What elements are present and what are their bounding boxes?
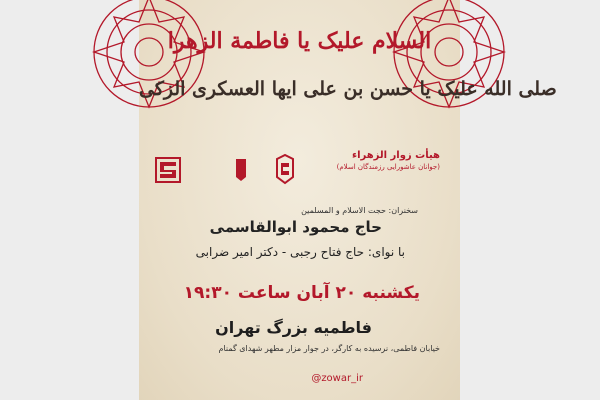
org-block [337,150,440,171]
social-handle: @zowar_ir [311,373,363,384]
speaker-name: حاج محمود ابوالقاسمی [209,218,382,236]
flag-logo-icon [234,159,248,181]
org-name: هیأت زوار الزهراء [351,150,440,161]
speaker-label: سخنران: حجت الاسلام و المسلمین [301,206,418,215]
greeting-calligraphy: السلام علیک یا فاطمة الزهرا [167,28,432,54]
eulogists: با نوای: حاج فتاح رجبی - دکتر امیر ضرابی [195,245,405,259]
org-subtitle: (جوانان عاشورایی رزمندگان اسلام) [336,163,440,171]
address: خیابان فاطمی، نرسیده به کارگر، در جوار مزار مطهر شهدای گمنام [218,344,440,353]
hayat-logo-icon [273,155,297,183]
kufic-square-logo-icon [155,157,181,183]
venue: فاطمیه بزرگ تهران [215,318,372,337]
date-time: یکشنبه ۲۰ آبان ساعت ۱۹:۳۰ [183,283,420,303]
poster [139,0,557,400]
salutation-calligraphy: صلی الله علیک یا حسن بن علی ایها العسکری الزکی [139,78,557,100]
